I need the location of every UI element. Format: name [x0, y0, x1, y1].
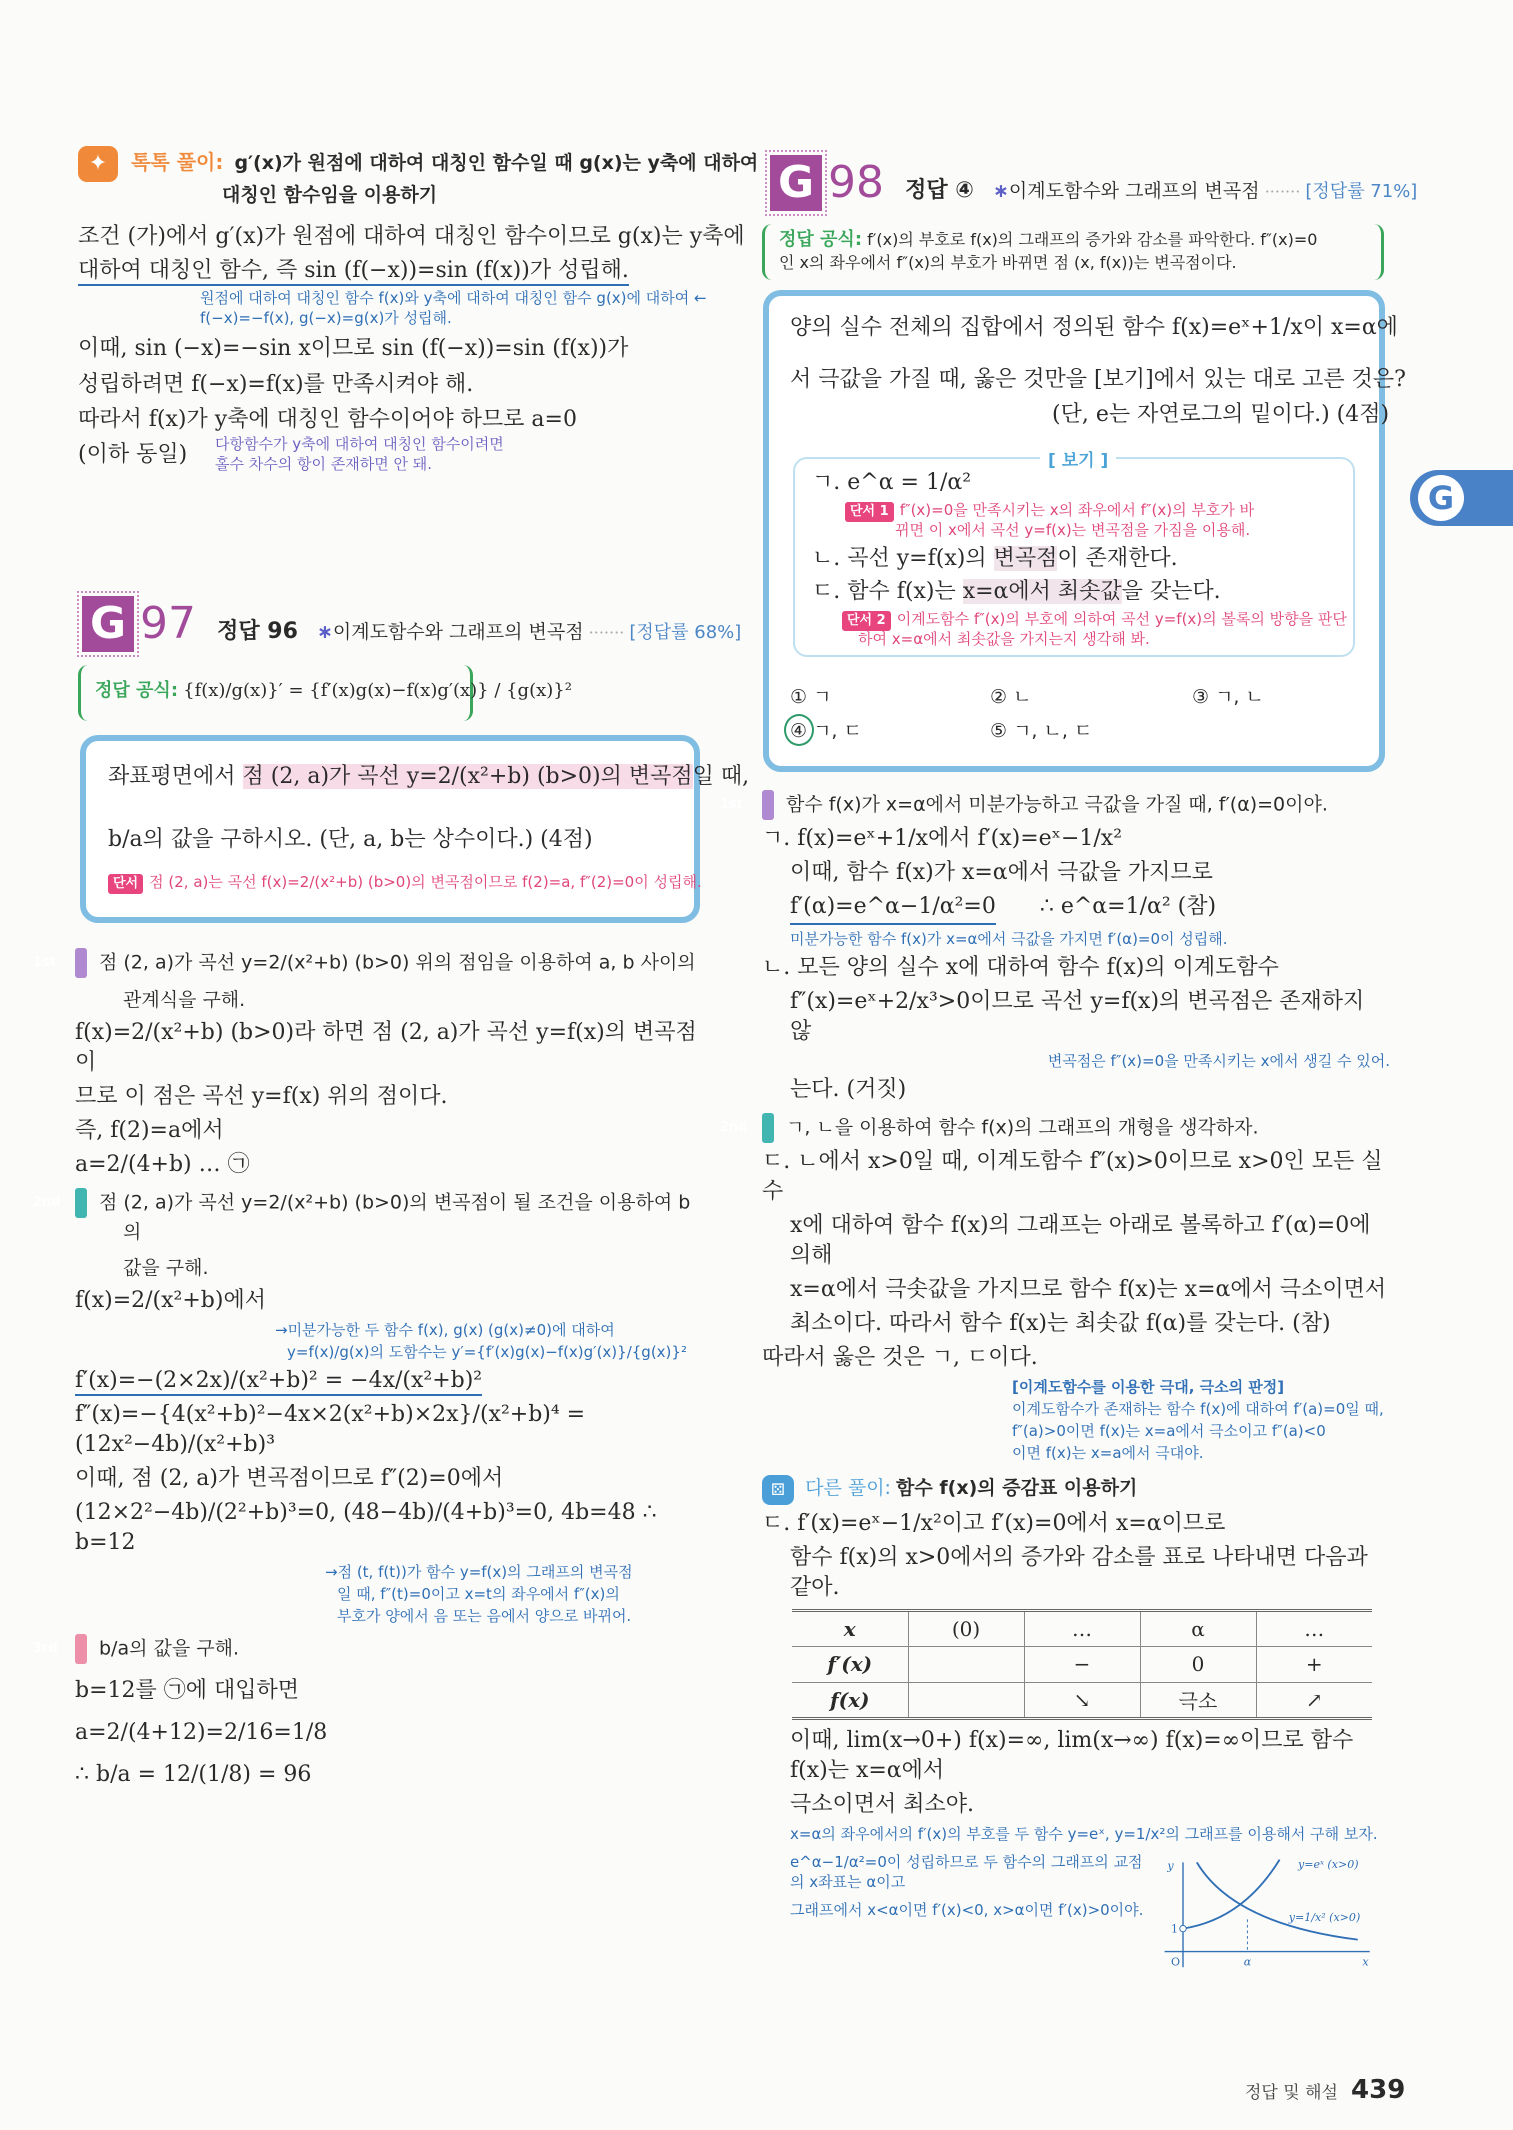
step-badge: 2nd	[762, 1113, 774, 1143]
q98-problem-line: 서 극값을 가질 때, 옳은 것만을 [보기]에서 있는 대로 고른 것은?	[790, 367, 1406, 392]
alt-solution-icon: ⚄	[762, 1475, 794, 1505]
hint-1	[845, 500, 1254, 522]
open-point	[1180, 1925, 1186, 1931]
step-badge: 2nd	[75, 1188, 87, 1218]
step-text: b/a의 값을 구해.	[99, 1637, 239, 1660]
q97-step2	[33, 1188, 703, 1246]
step-text: ㄱ, ㄴ을 이용하여 함수 f(x)의 그래프의 개형을 생각하자.	[786, 1116, 1259, 1139]
table-cell: f(x)	[792, 1682, 908, 1718]
table-row	[792, 1646, 1372, 1682]
exp-curve	[1183, 1859, 1280, 1928]
table-cell: +	[1256, 1646, 1372, 1682]
tip-note: 다항함수가 y축에 대하여 대칭인 함수이려면	[215, 435, 504, 453]
hint-2	[842, 609, 1347, 631]
table-cell: …	[1256, 1610, 1372, 1646]
tip-title-2: 대칭인 함수임을 이용하기	[222, 184, 438, 206]
table-cell: …	[1024, 1610, 1140, 1646]
q98-solution	[720, 782, 1390, 1975]
table-cell: f′(x)	[792, 1646, 908, 1682]
step-badge: 1st	[762, 790, 774, 820]
solution-line: f′(α)=e^α−1/α²=0	[790, 892, 996, 925]
table-cell: 0	[1140, 1646, 1256, 1682]
q97-problem-text: 일 때,	[692, 764, 750, 789]
q98-letter: G	[770, 155, 822, 211]
tip-line: 따라서 f(x)가 y축에 대칭인 함수이어야 하므로 a=0	[78, 407, 577, 432]
solution-line: ㄷ. f′(x)=eˣ−1/x²이고 f′(x)=0에서 x=α이므로	[762, 1510, 1226, 1536]
tip-line: (이하 동일)	[78, 442, 188, 467]
step-text: 점 (2, a)가 곡선 y=2/(x²+b) (b>0) 위의 점임을 이용하여 a, b 사이의	[99, 951, 696, 974]
bogi-item-1: ㄱ. e^α = 1/α²	[812, 470, 972, 495]
bogi-text: ㄴ. 곡선 y=f(x)의	[812, 546, 994, 571]
table-cell: α	[1140, 1610, 1256, 1646]
q98-formula-box	[762, 224, 1384, 280]
quotient-rule-note: y=f(x)/g(x)의 도함수는 y′={f′(x)g(x)−f(x)g′(x)}/{g(x)}²	[287, 1343, 687, 1361]
q97-hint-text: 점 (2, a)는 곡선 f(x)=2/(x²+b) (b>0)의 변곡점이므로 f(2)=a, f″(2)=0이 성립해.	[149, 873, 702, 891]
q97-formula: {f(x)/g(x)}′ = {f′(x)g(x)−f(x)g′(x)} / {g(x)}²	[183, 680, 572, 701]
q98-header: G 98 정답 ④ ∗이계도함수와 그래프의 변곡점 ······· [정답률 71%]	[770, 155, 1417, 211]
bogi-text: 을 갖는다.	[1121, 579, 1221, 604]
q97-rate: [정답률 68%]	[629, 622, 742, 643]
inflection-note: →점 (t, f(t))가 함수 y=f(x)의 그래프의 변곡점	[325, 1563, 633, 1581]
solution-line: ㄱ. f(x)=eˣ+1/x에서 f′(x)=eˣ−1/x²	[762, 826, 1123, 851]
hint-1-text: f″(x)=0을 만족시키는 x의 좌우에서 f″(x)의 부호가 바	[899, 501, 1255, 519]
q97-topic-mark: ∗	[316, 621, 333, 643]
bogi-highlight: 변곡점	[993, 546, 1058, 571]
tip-line: 대하여 대칭인 함수, 즉 sin (f(−x))=sin (f(x))가 성립해.	[78, 258, 629, 286]
q97-step1	[33, 948, 703, 978]
q98-formula: f′(x)의 부호로 f(x)의 그래프의 증가와 감소를 파악한다. f″(x)=0	[867, 230, 1318, 249]
q98-step1	[720, 790, 1390, 820]
table-cell: 극소	[1140, 1682, 1256, 1718]
one-label: 1	[1171, 1921, 1179, 1935]
q97-problem-text: 좌표평면에서	[108, 764, 243, 789]
note: 그래프에서 x<α이면 f′(x)<0, x>α이면 f′(x)>0이야.	[790, 1900, 1144, 1919]
exp-vs-inverse-square-graph	[1160, 1850, 1390, 1975]
solution-line: (12×2²−4b)/(2²+b)³=0, (48−4b)/(4+b)³=0, 4b=48 ∴ b=12	[75, 1500, 657, 1555]
choice-3: ③ ㄱ, ㄴ	[1192, 686, 1264, 708]
note: 이면 f(x)는 x=a에서 극대야.	[1012, 1444, 1204, 1462]
x-axis-label: x	[1362, 1954, 1369, 1968]
solution-line: 이때, lim(x→0+) f(x)=∞, lim(x→∞) f(x)=∞이므로 함수 f(x)는 x=α에서	[790, 1727, 1354, 1783]
step-badge: 1st	[75, 948, 87, 978]
solution-line: 극소이면서 최소야.	[790, 1791, 975, 1817]
table-row	[792, 1682, 1372, 1718]
choice-2: ② ㄴ	[990, 686, 1032, 708]
tip-line: 성립하려면 f(−x)=f(x)를 만족시켜야 해.	[78, 372, 474, 397]
inflection-note: 일 때, f″(t)=0이고 x=t의 좌우에서 f″(x)의	[337, 1585, 620, 1603]
tip-note: 홀수 차수의 항이 존재하면 안 돼.	[215, 455, 432, 473]
bogi-text: ㄷ. 함수 f(x)는	[812, 579, 963, 604]
hint-1-tag: 단서 1	[845, 502, 894, 522]
solution-line: ∴ e^α=1/α² (참)	[1039, 894, 1217, 919]
bogi-highlight: x=α에서 최솟값	[962, 579, 1122, 604]
table-cell: ↗	[1256, 1682, 1372, 1718]
q97-letter: G	[82, 596, 134, 652]
alt-title: 함수 f(x)의 증감표 이용하기	[896, 1477, 1138, 1499]
q97-formula-box	[78, 665, 572, 721]
increase-decrease-table	[792, 1609, 1372, 1720]
q98-step2	[720, 1113, 1390, 1143]
solution-line: 함수 f(x)의 x>0에서의 증가와 감소를 표로 나타내면 다음과 같아.	[790, 1544, 1368, 1600]
q98-topic-mark: ∗	[992, 180, 1009, 202]
step-text: 관계식을 구해.	[123, 989, 246, 1011]
step-text: 값을 구해.	[123, 1257, 209, 1279]
solution-line: f(x)=2/(x²+b)에서	[75, 1288, 266, 1313]
solution-line: ㄷ. ㄴ에서 x>0일 때, 이계도함수 f″(x)>0이므로 x>0인 모든 실수	[762, 1149, 1383, 1204]
step-text: 점 (2, a)가 곡선 y=2/(x²+b) (b>0)의 변곡점이 될 조건을 이용하여 b의	[99, 1191, 691, 1243]
tip-title: g′(x)가 원점에 대하여 대칭인 함수일 때 g(x)는 y축에 대하여	[234, 152, 759, 174]
footer	[1245, 2075, 1405, 2105]
footer-label: 정답 및 해설	[1245, 2083, 1338, 2103]
choice-5: ⑤ ㄱ, ㄴ, ㄷ	[990, 720, 1093, 742]
q98-rate: [정답률 71%]	[1305, 181, 1418, 202]
inverse-square-curve	[1197, 1862, 1361, 1939]
note: x=α의 좌우에서의 f′(x)의 부호를 두 함수 y=eˣ, y=1/x²의 그래프를 이용해서 구해 보자.	[790, 1824, 1378, 1843]
note: 이계도함수가 존재하는 함수 f(x)에 대하여 f′(a)=0일 때,	[1012, 1400, 1384, 1418]
solution-line: a=2/(4+b) … ㉠	[75, 1152, 250, 1177]
chapter-tab[interactable]	[1410, 470, 1513, 526]
table-cell	[908, 1682, 1024, 1718]
y-axis-label: y	[1167, 1859, 1174, 1873]
alt-solution-header	[762, 1473, 1390, 1505]
table-cell	[908, 1646, 1024, 1682]
note: 변곡점은 f″(x)=0을 만족시키는 x에서 생길 수 있어.	[1047, 1052, 1390, 1070]
solution-row	[762, 892, 1390, 925]
note: 미분가능한 함수 f(x)가 x=α에서 극값을 가지면 f′(α)=0이 성립해.	[790, 930, 1228, 948]
solution-line: 므로 이 점은 곡선 y=f(x) 위의 점이다.	[75, 1084, 448, 1109]
bogi-item-2	[812, 544, 1178, 574]
solution-line: x=α에서 극솟값을 가지므로 함수 f(x)는 x=α에서 극소이면서	[790, 1277, 1387, 1302]
q97-step3	[33, 1634, 703, 1664]
chapter-tab-letter: G	[1418, 475, 1464, 521]
note: f″(a)>0이면 f(x)는 x=a에서 극소이고 f″(a)<0	[1012, 1422, 1326, 1440]
table-cell: (0)	[908, 1610, 1024, 1646]
solution-line: f′(x)=−(2×2x)/(x²+b)² = −4x/(x²+b)²	[75, 1368, 482, 1396]
q97-header: G 97 정답 96 ∗이계도함수와 그래프의 변곡점 ······· [정답률 68%]	[82, 596, 741, 652]
solution-line: 이때, 점 (2, a)가 변곡점이므로 f″(2)=0에서	[75, 1466, 504, 1491]
q97-number: 97	[140, 598, 196, 649]
q97-hint	[108, 872, 702, 894]
table-cell: −	[1024, 1646, 1140, 1682]
origin-label: O	[1171, 1954, 1181, 1968]
solution-line: x에 대하여 함수 f(x)의 그래프는 아래로 볼록하고 f′(α)=0에 의해	[790, 1213, 1371, 1268]
tip-header	[78, 146, 758, 182]
q98-formula: 인 x의 좌우에서 f″(x)의 부호가 바뀌면 점 (x, f(x))는 변곡점이다.	[779, 253, 1237, 272]
solution-line: 따라서 옳은 것은 ㄱ, ㄷ이다.	[762, 1345, 1038, 1370]
solution-line: ㄴ. 모든 양의 실수 x에 대하여 함수 f(x)의 이계도함수	[762, 955, 1279, 980]
q97-answer: 정답 96	[217, 619, 298, 644]
solution-line: 이때, 함수 f(x)가 x=α에서 극값을 가지므로	[790, 860, 1213, 885]
tip-note: f(−x)=−f(x), g(−x)=g(x)가 성립해.	[200, 309, 452, 327]
tip-line: 이때, sin (−x)=−sin x이므로 sin (f(−x))=sin (f(x))가	[78, 336, 629, 361]
solution-line: 최소이다. 따라서 함수 f(x)는 최솟값 f(α)를 갖는다. (참)	[790, 1311, 1331, 1336]
page-number: 439	[1351, 2075, 1406, 2105]
tip-note: 원점에 대하여 대칭인 함수 f(x)와 y축에 대하여 대칭인 함수 g(x)에 대하여 ←	[200, 289, 707, 307]
solution-line: b=12를 ㉠에 대입하면	[75, 1678, 300, 1703]
exp-label: y=eˣ (x>0)	[1298, 1857, 1359, 1871]
q98-answer: 정답 ④	[905, 178, 974, 203]
solution-line: ∴ b/a = 12/(1/8) = 96	[75, 1762, 312, 1787]
q98-number: 98	[828, 157, 884, 208]
hint-1-text: 뀌면 이 x에서 곡선 y=f(x)는 변곡점을 가짐을 이용해.	[895, 521, 1251, 539]
tip-line: 조건 (가)에서 g′(x)가 원점에 대하여 대칭인 함수이므로 g(x)는 y축에	[78, 224, 745, 249]
q98-problem-line: (단, e는 자연로그의 밑이다.) (4점)	[1052, 402, 1390, 427]
hint-2-tag: 단서 2	[842, 611, 891, 631]
step-text: 함수 f(x)가 x=α에서 미분가능하고 극값을 가질 때, f′(α)=0이야.	[786, 793, 1328, 816]
table-row	[792, 1610, 1372, 1646]
solution-line: 즉, f(2)=a에서	[75, 1118, 224, 1143]
q97-problem-line-1	[108, 762, 749, 792]
alt-label: 다른 풀이:	[805, 1477, 891, 1499]
q98-topic: 이계도함수와 그래프의 변곡점	[1008, 180, 1260, 202]
quotient-rule-note: →미분가능한 두 함수 f(x), g(x) (g(x)≠0)에 대하여	[275, 1321, 615, 1339]
q98-problem-line: 양의 실수 전체의 집합에서 정의된 함수 f(x)=eˣ+1/x이 x=α에	[790, 315, 1398, 340]
answer-circle-mark	[784, 714, 814, 746]
solution-line: f″(x)=−{4(x²+b)²−4x×2(x²+b)×2x}/(x²+b)⁴ = (12x²−4b)/(x²+b)³	[75, 1402, 586, 1457]
solution-line: f″(x)=eˣ+2/x³>0이므로 곡선 y=f(x)의 변곡점은 존재하지 않	[790, 989, 1365, 1044]
tip-label: 톡톡 풀이:	[131, 150, 224, 174]
q97-problem-highlight: 점 (2, a)가 곡선 y=2/(x²+b) (b>0)의 변곡점	[242, 764, 693, 789]
graph-note-row	[762, 1850, 1390, 1975]
q97-formula-label: 정답 공식:	[95, 680, 179, 701]
solution-line: f(x)=2/(x²+b) (b>0)라 하면 점 (2, a)가 곡선 y=f(x)의 변곡점이	[75, 1020, 697, 1075]
q97-solution	[33, 940, 703, 1794]
hint-2-text: 하여 x=α에서 최솟값을 가지는지 생각해 봐.	[858, 630, 1150, 648]
solution-line: 는다. (거짓)	[790, 1077, 907, 1102]
wand-icon: ✦	[78, 146, 118, 182]
choice-4-selected: ④ ㄱ, ㄷ	[790, 720, 862, 742]
inflection-note: 부호가 양에서 음 또는 음에서 양으로 바뀌어.	[337, 1607, 632, 1625]
note-title: [이계도함수를 이용한 극대, 극소의 판정]	[1012, 1378, 1285, 1396]
step-badge: 3rd	[75, 1634, 87, 1664]
inverse-square-label: y=1/x² (x>0)	[1288, 1910, 1361, 1924]
q98-formula-label: 정답 공식:	[779, 229, 863, 250]
table-cell: ↘	[1024, 1682, 1140, 1718]
q97-topic: 이계도함수와 그래프의 변곡점	[332, 621, 584, 643]
q97-hint-tag: 단서	[108, 874, 143, 894]
note: e^α−1/α²=0이 성립하므로 두 함수의 그래프의 교점의 x좌표는 α이고	[790, 1852, 1143, 1891]
choice-1: ① ㄱ	[790, 686, 832, 708]
bogi-title: [ 보기 ]	[1040, 446, 1116, 471]
table-cell: x	[792, 1610, 908, 1646]
bogi-item-3	[812, 577, 1221, 607]
solution-line: a=2/(4+12)=2/16=1/8	[75, 1720, 328, 1745]
alpha-label: α	[1243, 1954, 1252, 1968]
q97-problem-line-2: b/a의 값을 구하시오. (단, a, b는 상수이다.) (4점)	[108, 827, 593, 852]
hint-2-text: 이계도함수 f″(x)의 부호에 의하여 곡선 y=f(x)의 볼록의 방향을 판단	[896, 610, 1347, 628]
bogi-text: 이 존재한다.	[1057, 546, 1178, 571]
